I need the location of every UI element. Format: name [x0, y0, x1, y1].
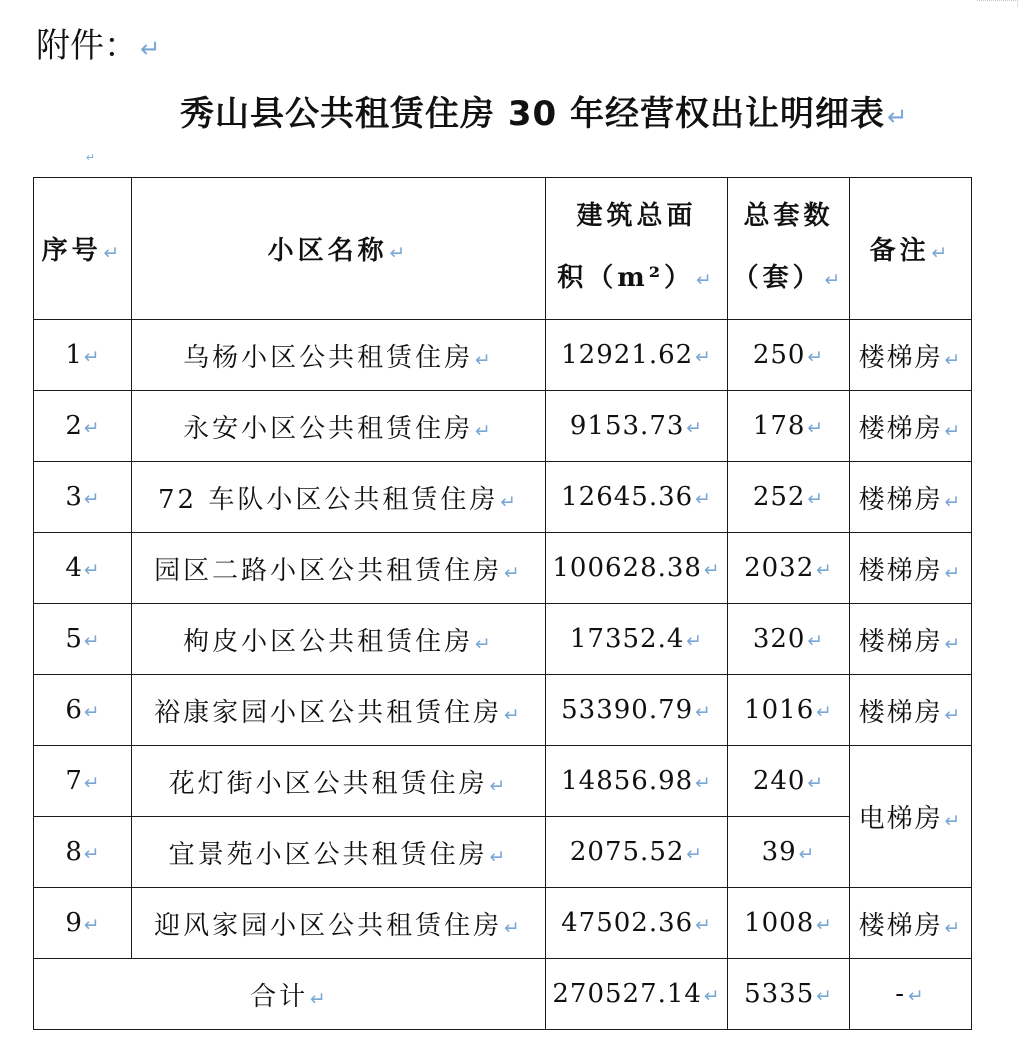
cell-name: 乌杨小区公共租赁住房 ↵ — [132, 320, 546, 391]
paragraph-mark-icon: ↵ — [703, 986, 721, 1007]
cell-remark: 楼梯房 ↵ — [850, 533, 972, 604]
paragraph-mark-icon: ↵ — [686, 418, 704, 439]
paragraph-mark-icon: ↵ — [944, 811, 963, 832]
paragraph-mark-icon: ↵ — [83, 347, 100, 368]
paragraph-mark-icon: ↵ — [489, 846, 509, 868]
header-name: 小区名称 ↵ — [132, 178, 546, 320]
header-units — [728, 178, 850, 320]
paragraph-mark-icon: ↵ — [944, 562, 963, 584]
cell-area: 17352.4 ↵ — [546, 604, 728, 675]
table-row — [34, 320, 972, 391]
table-row — [34, 675, 972, 746]
cell-units: 240 ↵ — [728, 746, 850, 817]
paragraph-mark-icon: ↵ — [908, 986, 926, 1007]
cell-name: 永安小区公共租赁住房 ↵ — [132, 391, 546, 462]
paragraph-mark-icon: ↵ — [83, 560, 100, 581]
cell-units: 252 ↵ — [728, 462, 850, 533]
paragraph-mark-icon: ↵ — [389, 243, 410, 264]
cell-remark: 楼梯房 ↵ — [850, 604, 972, 675]
header-seq: 序号 ↵ — [34, 178, 132, 320]
cell-units: 39 ↵ — [728, 817, 850, 888]
page-corner-mark — [977, 0, 1018, 7]
paragraph-mark-icon: ↵ — [103, 243, 124, 264]
paragraph-mark-icon: ↵ — [695, 773, 712, 794]
header-area — [546, 178, 728, 320]
cell-remark: 楼梯房 ↵ — [850, 391, 972, 462]
paragraph-mark-icon: ↵ — [944, 633, 963, 655]
paragraph-mark-icon: ↵ — [944, 420, 963, 442]
paragraph-mark-icon: ↵ — [944, 704, 963, 726]
paragraph-mark-icon: ↵ — [500, 491, 520, 513]
table-row — [34, 746, 972, 817]
cell-area: 14856.98 ↵ — [546, 746, 728, 817]
cell-seq: 2 ↵ — [34, 391, 132, 462]
header-area-line2: 积（m²） ↵ — [557, 263, 716, 293]
paragraph-mark-icon: ↵ — [807, 631, 825, 652]
table-row — [34, 462, 972, 533]
paragraph-mark-icon: ↵ — [931, 243, 952, 264]
cell-total-area: 270527.14 ↵ — [546, 959, 728, 1030]
cell-total-units: 5335 ↵ — [728, 959, 850, 1030]
paragraph-mark-icon: ↵ — [83, 631, 100, 652]
paragraph-mark-icon: ↵ — [807, 489, 825, 510]
cell-area: 12645.36 ↵ — [546, 462, 728, 533]
paragraph-mark-icon: ↵ — [816, 560, 833, 581]
cell-units: 2032 ↵ — [728, 533, 850, 604]
cell-seq: 1 ↵ — [34, 320, 132, 391]
paragraph-mark-icon: ↵ — [887, 102, 909, 131]
paragraph-mark-icon: ↵ — [816, 986, 833, 1007]
paragraph-mark-icon: ↵ — [475, 420, 494, 442]
cell-seq: 9 ↵ — [34, 888, 132, 959]
paragraph-mark-icon: ↵ — [695, 347, 712, 368]
cell-total-remark: - ↵ — [850, 959, 972, 1030]
table-row — [34, 533, 972, 604]
paragraph-mark-icon: ↵ — [703, 560, 721, 581]
paragraph-mark-icon: ↵ — [798, 844, 816, 865]
cell-seq: 8 ↵ — [34, 817, 132, 888]
paragraph-mark-icon: ↵ — [695, 702, 712, 723]
paragraph-mark-icon: ↵ — [83, 418, 100, 439]
paragraph-mark-icon: ↵ — [807, 418, 825, 439]
table-row — [34, 888, 972, 959]
paragraph-mark-icon: ↵ — [504, 562, 523, 584]
cell-seq: 6 ↵ — [34, 675, 132, 746]
cell-seq: 4 ↵ — [34, 533, 132, 604]
cell-remark: 楼梯房 ↵ — [850, 462, 972, 533]
paragraph-mark-icon: ↵ — [475, 349, 494, 371]
cell-name: 花灯街小区公共租赁住房 ↵ — [132, 746, 546, 817]
paragraph-mark-icon: ↵ — [83, 702, 100, 723]
cell-name: 枸皮小区公共租赁住房 ↵ — [132, 604, 546, 675]
paragraph-mark-icon: ↵ — [816, 702, 833, 723]
cell-name: 园区二路小区公共租赁住房 ↵ — [132, 533, 546, 604]
cell-area: 9153.73 ↵ — [546, 391, 728, 462]
paragraph-mark-icon: ↵ — [310, 988, 329, 1010]
paragraph-mark-icon: ↵ — [83, 844, 100, 865]
document-title: 秀山县公共租赁住房 30 年经营权出让明细表↵ — [180, 94, 909, 134]
cell-units: 1016 ↵ — [728, 675, 850, 746]
paragraph-mark-icon: ↵ — [489, 775, 509, 797]
cell-area: 47502.36 ↵ — [546, 888, 728, 959]
cell-area: 12921.62 ↵ — [546, 320, 728, 391]
cell-name: 裕康家园小区公共租赁住房 ↵ — [132, 675, 546, 746]
table-total-row — [34, 959, 972, 1030]
cell-units: 320 ↵ — [728, 604, 850, 675]
cell-remark-merged: 电梯房 ↵ — [850, 746, 972, 888]
cell-units: 178 ↵ — [728, 391, 850, 462]
cell-remark: 楼梯房 ↵ — [850, 888, 972, 959]
cell-total-label: 合计 ↵ — [34, 959, 546, 1030]
paragraph-mark-icon: ↵ — [686, 844, 704, 865]
paragraph-mark-icon: ↵ — [695, 915, 712, 936]
paragraph-mark-icon: ↵ — [504, 704, 523, 726]
header-units-line1: 总套数 — [743, 201, 834, 231]
header-area-line1: 建筑总面 — [576, 201, 697, 231]
table-row — [34, 817, 972, 888]
cell-seq: 7 ↵ — [34, 746, 132, 817]
paragraph-mark-icon: ↵ — [944, 349, 963, 371]
cell-name: 迎风家园小区公共租赁住房 ↵ — [132, 888, 546, 959]
cell-seq: 3 ↵ — [34, 462, 132, 533]
cell-area: 100628.38 ↵ — [546, 533, 728, 604]
paragraph-mark-icon: ↵ — [807, 347, 825, 368]
cell-units: 250 ↵ — [728, 320, 850, 391]
paragraph-mark-icon: ↵ — [944, 917, 963, 939]
table-header-row — [34, 178, 972, 320]
paragraph-mark-icon: ↵ — [696, 270, 716, 291]
attachment-label: 附件：↵ — [36, 26, 161, 66]
cell-name: 宜景苑小区公共租赁住房 ↵ — [132, 817, 546, 888]
paragraph-mark-icon: ↵ — [83, 915, 100, 936]
paragraph-mark-icon: ↵ — [83, 773, 100, 794]
paragraph-mark-icon: ↵ — [504, 917, 523, 939]
cell-area: 2075.52 ↵ — [546, 817, 728, 888]
table-row — [34, 604, 972, 675]
paragraph-mark-icon: ↵ — [695, 489, 712, 510]
cell-remark: 楼梯房 ↵ — [850, 320, 972, 391]
empty-paragraph — [84, 147, 95, 165]
paragraph-mark-icon: ↵ — [140, 34, 161, 63]
paragraph-mark-icon: ↵ — [807, 773, 825, 794]
lease-detail-table — [33, 177, 972, 1030]
paragraph-mark-icon: ↵ — [944, 491, 963, 513]
cell-area: 53390.79 ↵ — [546, 675, 728, 746]
cell-name: 72 车队小区公共租赁住房 ↵ — [132, 462, 546, 533]
cell-units: 1008 ↵ — [728, 888, 850, 959]
paragraph-mark-icon: ↵ — [475, 633, 494, 655]
paragraph-mark-icon: ↵ — [83, 489, 100, 510]
paragraph-mark-icon: ↵ — [686, 631, 704, 652]
header-units-line2: （套） ↵ — [732, 263, 845, 293]
header-remark: 备注 ↵ — [850, 178, 972, 320]
paragraph-mark-icon: ↵ — [824, 270, 845, 291]
cell-seq: 5 ↵ — [34, 604, 132, 675]
paragraph-mark-icon: ↵ — [86, 151, 96, 164]
table-row — [34, 391, 972, 462]
paragraph-mark-icon: ↵ — [816, 915, 833, 936]
cell-remark: 楼梯房 ↵ — [850, 675, 972, 746]
